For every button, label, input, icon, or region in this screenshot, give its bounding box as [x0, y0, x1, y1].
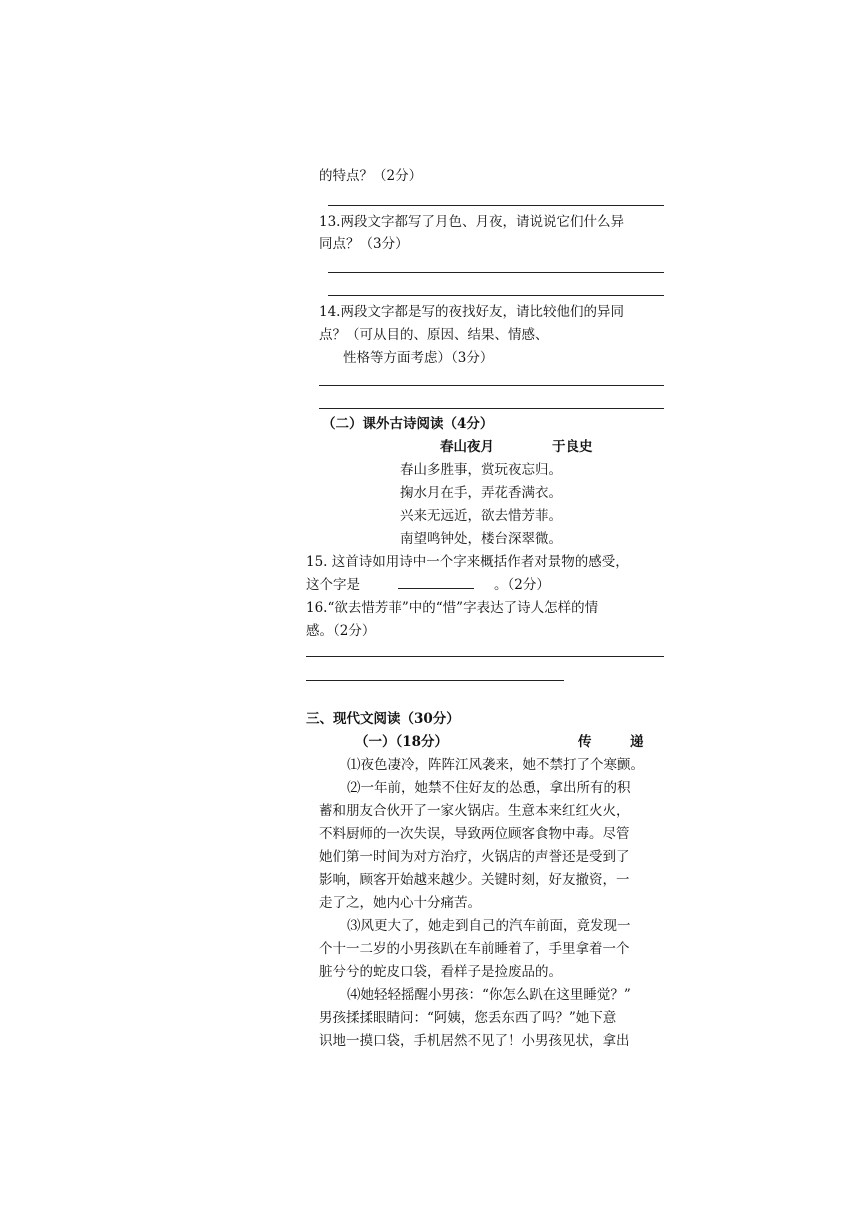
q13-line2: 同点？（3分）	[319, 236, 409, 252]
article-line: 蓄和朋友合伙开了一家火锅店。生意本来红红火火，	[319, 803, 630, 819]
article-line: ⑷她轻轻摇醒小男孩：“你怎么趴在这里睡觉？”	[347, 987, 631, 1003]
q15-suffix: 。（2分）	[494, 577, 550, 593]
q13-line1: 13.两段文字都写了月色、月夜，请说说它们什么异	[319, 214, 624, 230]
article-line: 她们第一时间为对方治疗，火锅店的声誉还是受到了	[319, 849, 630, 865]
section-2-heading: （二）课外古诗阅读（4分）	[322, 416, 494, 432]
article-line: 识地一摸口袋，手机居然不见了！小男孩见状，拿出	[319, 1033, 630, 1049]
q16-line2: 感。（2分）	[306, 623, 376, 639]
article-title-char-2: 递	[630, 734, 644, 750]
answer-line-q16-a	[306, 656, 664, 657]
answer-line-q14-b	[319, 408, 664, 409]
q15-answer-blank[interactable]	[398, 574, 474, 589]
article-line: ⑵一年前，她禁不住好友的怂恿，拿出所有的积	[347, 780, 631, 796]
article-line: 影响，顾客开始越来越少。关键时刻，好友撤资，一	[319, 872, 630, 888]
poem-line-3: 兴来无远近，欲去惜芳菲。	[400, 508, 562, 524]
poem-line-1: 春山多胜事，赏玩夜忘归。	[400, 462, 562, 478]
q16-line1: 16.“欲去惜芳菲”中的“惜”字表达了诗人怎样的情	[306, 600, 599, 616]
article-line: ⑶风更大了，她走到自己的汽车前面，竟发现一	[347, 918, 631, 934]
poem-line-2: 掬水月在手，弄花香满衣。	[400, 485, 562, 501]
q15-line1: 15. 这首诗如用诗中一个字来概括作者对景物的感受，	[306, 554, 629, 570]
article-line: ⑴夜色凄冷，阵阵江风袭来，她不禁打了个寒颤。	[347, 757, 644, 773]
answer-line-q14-a	[319, 385, 664, 386]
answer-line-q12	[328, 205, 664, 206]
q14-line3: 性格等方面考虑）（3分）	[343, 350, 494, 366]
poem-author: 于良史	[552, 439, 593, 455]
article-line: 男孩揉揉眼睛问：“阿姨，您丢东西了吗？”她下意	[319, 1010, 617, 1026]
article-line: 走了之，她内心十分痛苦。	[319, 895, 481, 911]
section-3-heading: 三、现代文阅读（30分）	[306, 711, 460, 727]
answer-line-q13-a	[328, 272, 664, 273]
q14-line2: 点？（可从目的、原因、结果、情感、	[319, 327, 549, 343]
q15-prefix: 这个字是	[306, 577, 360, 593]
section-3-subheading: （一）（18分）	[355, 734, 449, 750]
article-line: 个十一二岁的小男孩趴在车前睡着了，手里拿着一个	[319, 941, 630, 957]
answer-line-q13-b	[328, 295, 664, 296]
poem-title: 春山夜月	[440, 439, 494, 455]
article-title-char-1: 传	[578, 734, 592, 750]
q12-tail: 的特点？（2分）	[319, 168, 423, 184]
answer-line-q16-b	[306, 680, 564, 681]
poem-line-4: 南望鸣钟处，楼台深翠微。	[400, 531, 562, 547]
q14-line1: 14.两段文字都是写的夜找好友，请比较他们的异同	[319, 304, 624, 320]
article-line: 不料厨师的一次失误，导致两位顾客食物中毒。尽管	[319, 826, 630, 842]
article-line: 脏兮兮的蛇皮口袋，看样子是捡废品的。	[319, 964, 562, 980]
